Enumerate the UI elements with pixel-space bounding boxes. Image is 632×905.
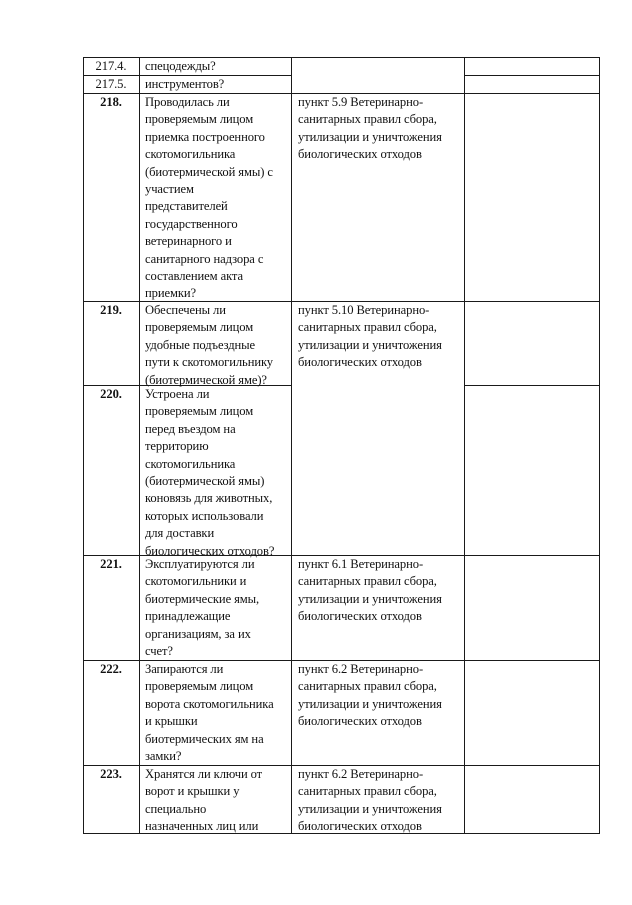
reference-text-line: санитарных правил сбора, bbox=[298, 320, 437, 335]
reference-text-line: пункт 5.10 Ветеринарно- bbox=[298, 303, 430, 317]
question-text-line: и крышки bbox=[145, 714, 198, 729]
row-number: 223. bbox=[100, 767, 122, 781]
column-divider bbox=[464, 57, 465, 834]
reference-text-line: утилизации и уничтожения bbox=[298, 129, 442, 144]
question-text-line: коновязь для животных, bbox=[145, 491, 273, 506]
reference-text-line: санитарных правил сбора, bbox=[298, 784, 437, 799]
question-text-line: (биотермической ямы) с bbox=[145, 164, 273, 179]
question-text-line: биотермические ямы, bbox=[145, 591, 260, 606]
reference-text-line: биологических отходов bbox=[298, 609, 422, 624]
row-number: 219. bbox=[100, 303, 122, 317]
question-text-line: государственного bbox=[145, 216, 238, 231]
question-text-line: перед въездом на bbox=[145, 421, 236, 436]
column-divider bbox=[599, 57, 600, 834]
question-text-line: Запираются ли bbox=[145, 662, 224, 676]
question-text-line: (биотермической ямы) bbox=[145, 474, 265, 488]
row-number: 220. bbox=[100, 387, 122, 401]
column-divider bbox=[139, 57, 140, 834]
question-text-line: Эксплуатируются ли bbox=[145, 557, 255, 571]
reference-text-line: санитарных правил сбора, bbox=[298, 112, 437, 127]
question-text-line: для доставки bbox=[145, 526, 215, 541]
question-text-line: специально bbox=[145, 801, 207, 816]
reference-text-line: санитарных правил сбора, bbox=[298, 679, 437, 694]
reference-text-line: биологических отходов bbox=[298, 147, 422, 162]
question-text-line: составлением акта bbox=[145, 269, 243, 283]
question-text-line: замки? bbox=[145, 749, 182, 763]
question-text-line: биотермических ям на bbox=[145, 731, 264, 746]
row-number: 222. bbox=[100, 662, 122, 676]
question-text-line: приемка построенного bbox=[145, 129, 265, 144]
reference-text-line: биологических отходов bbox=[298, 819, 422, 834]
question-text-line: проверяемым лицом bbox=[145, 404, 254, 419]
column-divider bbox=[83, 57, 84, 834]
reference-text-line: утилизации и уничтожения bbox=[298, 696, 442, 711]
question-text-line: проверяемым лицом bbox=[145, 112, 254, 127]
reference-text-line: утилизации и уничтожения bbox=[298, 591, 442, 606]
question-text-line: назначенных лиц или bbox=[145, 819, 259, 834]
row-divider bbox=[464, 75, 600, 76]
reference-text-line: биологических отходов bbox=[298, 714, 422, 729]
reference-text-line: утилизации и уничтожения bbox=[298, 337, 442, 352]
question-text-line: удобные подъездные bbox=[145, 337, 256, 352]
reference-text-line: пункт 5.9 Ветеринарно- bbox=[298, 95, 424, 109]
question-text-line: принадлежащие bbox=[145, 609, 231, 624]
reference-text-line: пункт 6.2 Ветеринарно- bbox=[298, 662, 424, 676]
question-text-line: представителей bbox=[145, 199, 228, 214]
question-text-line: счет? bbox=[145, 644, 173, 658]
question-text-line: скотомогильника bbox=[145, 147, 236, 162]
question-text-line: санитарного надзора с bbox=[145, 251, 264, 266]
row-number: 218. bbox=[100, 95, 122, 109]
question-text-line: участием bbox=[145, 182, 194, 196]
question-text-line: организациям, за их bbox=[145, 626, 251, 641]
question-text-line: которых использовали bbox=[145, 508, 264, 523]
question-text-line: проверяемым лицом bbox=[145, 679, 254, 694]
question-text-line: Обеспечены ли bbox=[145, 303, 226, 317]
reference-text-line: санитарных правил сбора, bbox=[298, 574, 437, 589]
question-text-line: ворот и крышки у bbox=[145, 784, 240, 799]
question-text-line: инструментов? bbox=[145, 77, 225, 91]
question-text-line: скотомогильника bbox=[145, 456, 236, 471]
row-divider bbox=[464, 385, 600, 386]
question-text-line: Хранятся ли ключи от bbox=[145, 767, 263, 781]
reference-text-line: пункт 6.2 Ветеринарно- bbox=[298, 767, 424, 781]
reference-text-line: утилизации и уничтожения bbox=[298, 801, 442, 816]
question-text-line: проверяемым лицом bbox=[145, 320, 254, 335]
row-number: 217.5. bbox=[95, 77, 127, 91]
question-text-line: (биотермической яме)? bbox=[145, 372, 267, 387]
row-number: 221. bbox=[100, 557, 122, 571]
column-divider bbox=[291, 57, 292, 834]
reference-text-line: пункт 6.1 Ветеринарно- bbox=[298, 557, 424, 571]
row-number: 217.4. bbox=[95, 59, 127, 73]
question-text-line: ворота скотомогильника bbox=[145, 696, 274, 711]
question-text-line: пути к скотомогильнику bbox=[145, 355, 274, 370]
question-text-line: ветеринарного и bbox=[145, 234, 232, 249]
reference-text-line: биологических отходов bbox=[298, 355, 422, 370]
question-text-line: приемки? bbox=[145, 286, 196, 301]
question-text-line: Устроена ли bbox=[145, 387, 210, 401]
question-text-line: Проводилась ли bbox=[145, 95, 230, 109]
question-text-line: биологических отходов? bbox=[145, 543, 275, 558]
question-text-line: спецодежды? bbox=[145, 59, 216, 73]
question-text-line: территорию bbox=[145, 439, 209, 454]
question-text-line: скотомогильники и bbox=[145, 574, 247, 589]
